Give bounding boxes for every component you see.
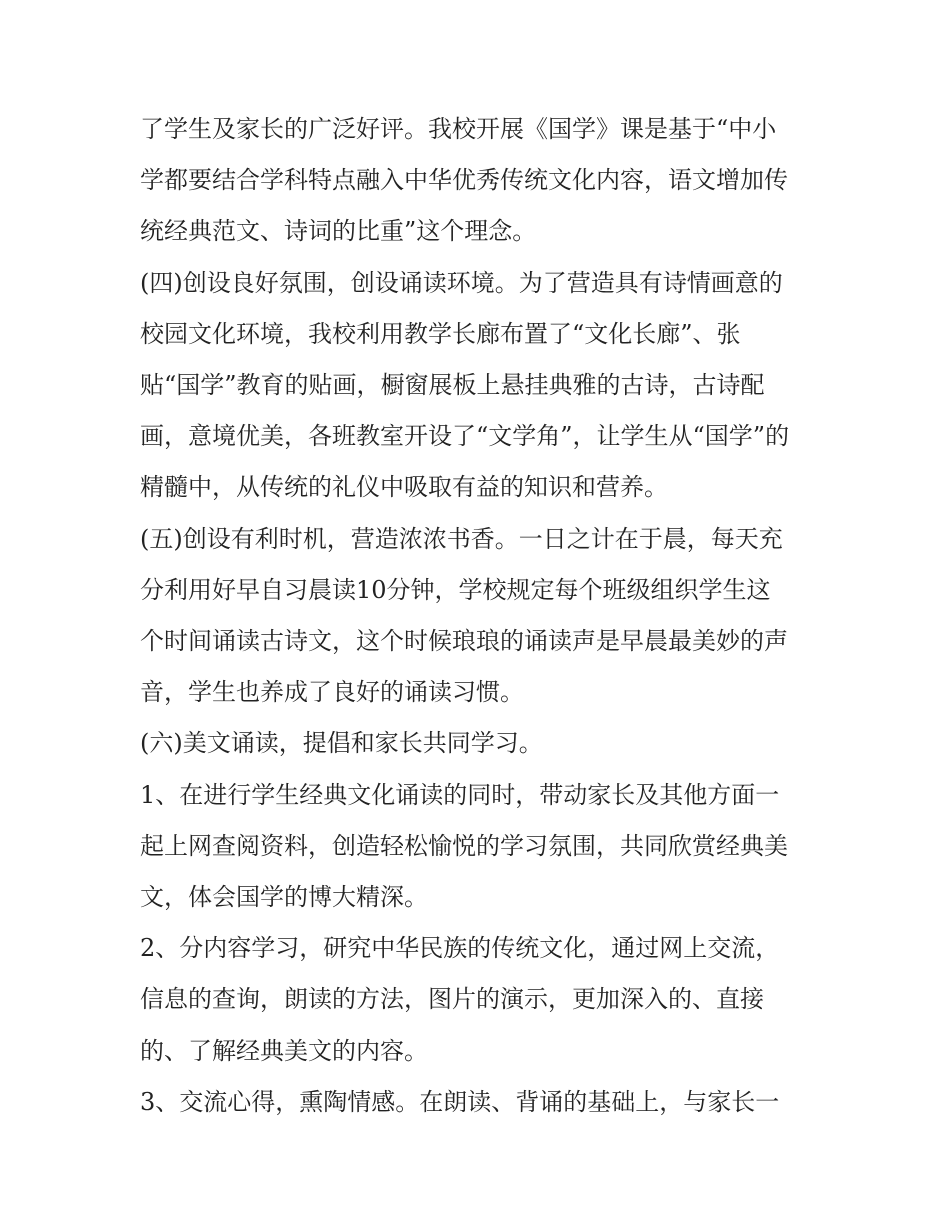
text-line-13: (六)美文诵读，提倡和家长共同学习。 <box>140 729 543 758</box>
text-line-5: 校园文化环境，我校利用教学长廊布置了“文化长廊”、张 <box>140 319 741 348</box>
text-line-16: 文，体会国学的博大精深。 <box>140 883 428 912</box>
text-line-10: 分利用好早自习晨读10分钟，学校规定每个班级组织学生这 <box>140 575 771 604</box>
text-line-15: 起上网查阅资料，创造轻松愉悦的学习氛围，共同欣赏经典美 <box>140 831 788 860</box>
text-line-1: 了学生及家长的广泛好评。我校开展《国学》课是基于“中小 <box>140 115 777 143</box>
text-line-17: 2、分内容学习，研究中华民族的传统文化，通过网上交流， <box>140 934 780 963</box>
text-line-9: (五)创设有利时机，营造浓浓书香。一日之计在于晨，每天充 <box>140 524 783 553</box>
text-line-7: 画，意境优美，各班教室开设了“文学角”，让学生从“国学”的 <box>140 422 790 451</box>
text-line-18: 信息的查询，朗读的方法，图片的演示，更加深入的、直接 <box>140 985 764 1014</box>
text-line-8: 精髓中，从传统的礼仪中吸取有益的知识和营养。 <box>140 473 668 502</box>
text-line-3: 统经典范文、诗词的比重”这个理念。 <box>140 217 537 246</box>
document-body <box>140 104 812 1128</box>
text-line-11: 个时间诵读古诗文，这个时候琅琅的诵读声是早晨最美妙的声 <box>140 627 788 656</box>
text-line-4: (四)创设良好氛围，创设诵读环境。为了营造具有诗情画意的 <box>140 268 783 297</box>
text-line-14: 1、在进行学生经典文化诵读的同时，带动家长及其他方面一 <box>140 780 780 809</box>
text-line-19: 的、了解经典美文的内容。 <box>140 1036 428 1065</box>
text-line-6: 贴“国学”教育的贴画，橱窗展板上悬挂典雅的古诗，古诗配 <box>140 371 765 400</box>
text-line-2: 学都要结合学科特点融入中华优秀传统文化内容，语文增加传 <box>140 166 788 195</box>
text-line-12: 音，学生也养成了良好的诵读习惯。 <box>140 678 524 707</box>
text-line-20: 3、交流心得，熏陶情感。在朗读、背诵的基础上，与家长一 <box>140 1087 780 1116</box>
